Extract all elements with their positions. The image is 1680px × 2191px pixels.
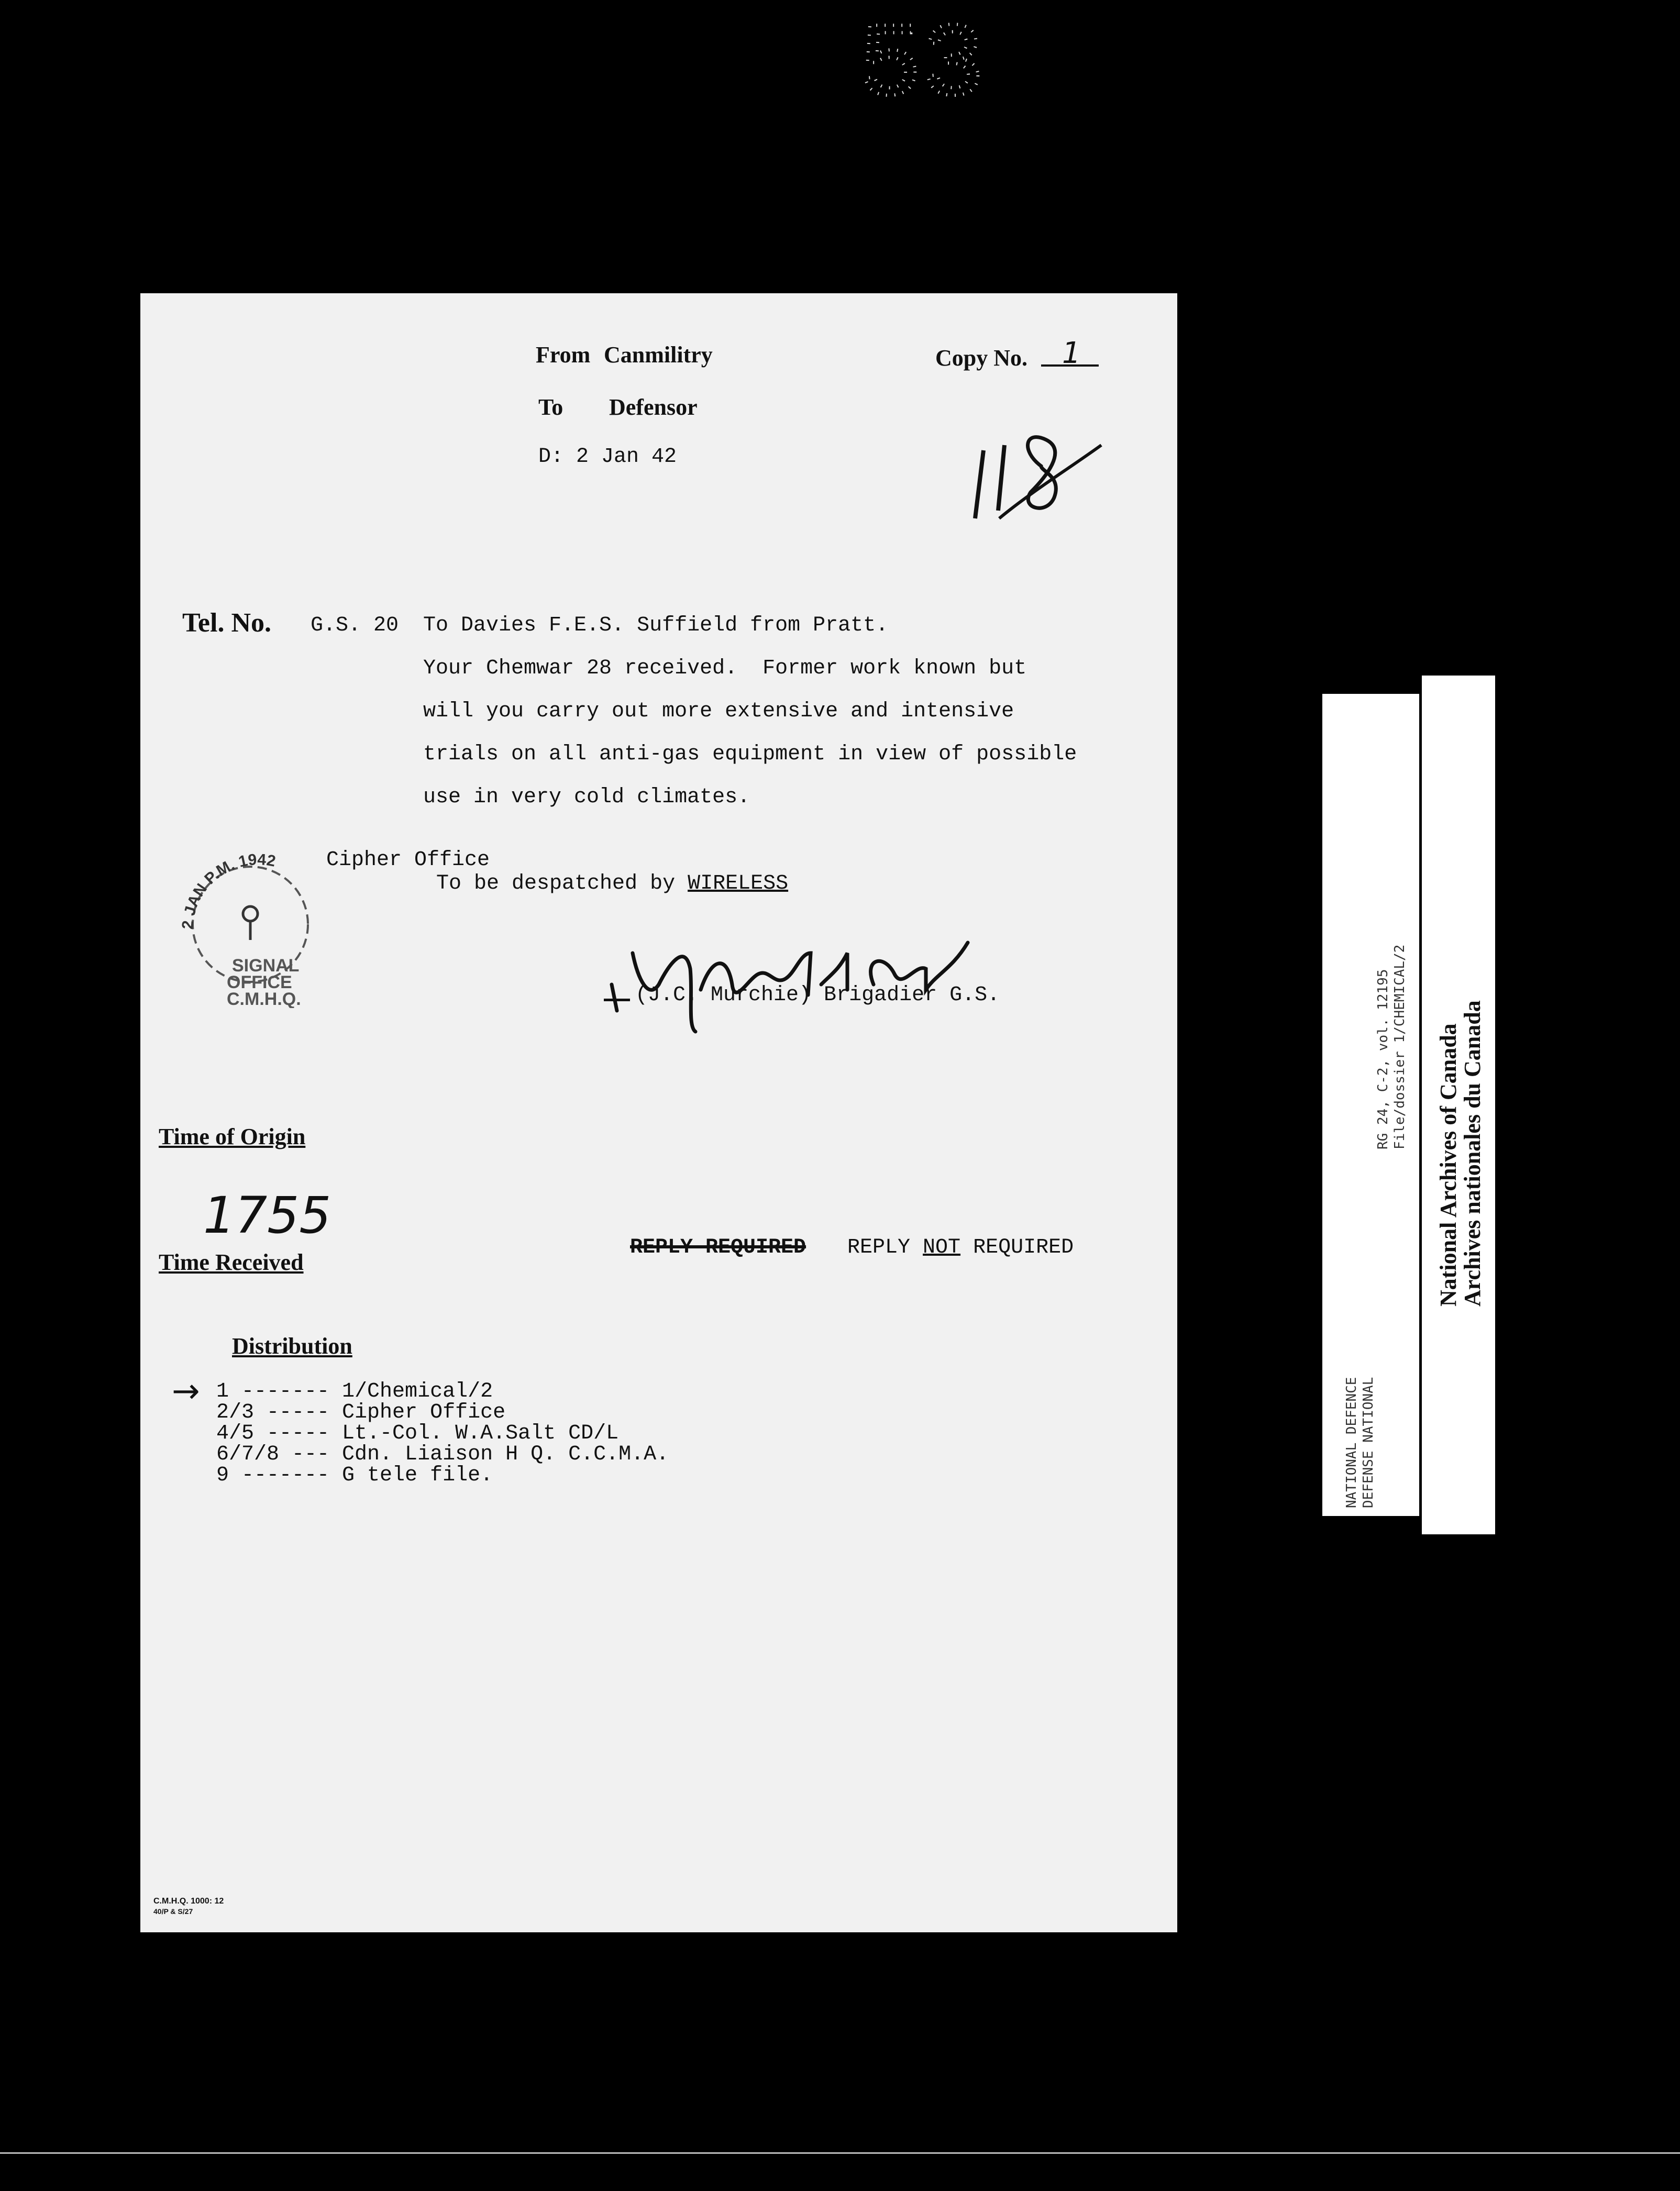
to-label: To	[538, 394, 563, 420]
from-label: From	[536, 342, 591, 368]
form-code-line1: C.M.H.Q. 1000: 12	[153, 1897, 224, 1906]
archives-canada-card	[1422, 676, 1495, 1534]
distribution-item: 4/5 ----- Lt.-Col. W.A.Salt CD/L	[216, 1422, 619, 1445]
despatch-method: WIRELESS	[688, 872, 789, 895]
reply-required-struck: REPLY REQUIRED	[630, 1236, 806, 1259]
copy-label: Copy No.	[935, 345, 1028, 371]
frame-number	[859, 16, 1037, 110]
telegram-line: will you carry out more extensive and intensive	[423, 700, 1014, 723]
archives-name: National Archives of Canada Archives nationales du Canada	[1435, 1000, 1485, 1307]
time-received-label: Time Received	[159, 1249, 304, 1275]
signal-office-stamp	[172, 840, 345, 1008]
svg-text:OFFICE: OFFICE	[227, 972, 292, 992]
despatch-line: To be despatched by WIRELESS	[436, 872, 789, 895]
from-value: Canmilitry	[604, 342, 713, 368]
date: D: 2 Jan 42	[538, 445, 677, 469]
telegram-line: use in very cold climates.	[423, 785, 750, 809]
svg-text:2 JAN P.M. 1942: 2 JAN P.M. 1942	[179, 851, 277, 930]
telegram-line: To Davies F.E.S. Suffield from Pratt.	[423, 614, 889, 637]
form-code-line2: 40/P & S/27	[153, 1907, 193, 1916]
defence-label: NATIONAL DEFENCE DEFENSE NATIONAL	[1344, 1377, 1376, 1508]
svg-text:C.M.H.Q.: C.M.H.Q.	[227, 989, 301, 1008]
reply-not-required: REPLY NOT REQUIRED	[847, 1236, 1074, 1259]
handwritten-signature	[601, 922, 978, 1037]
distribution-title: Distribution	[232, 1333, 352, 1359]
telegram-line: trials on all anti-gas equipment in view of possible	[423, 743, 1077, 766]
time-received-value: 1755	[203, 1186, 331, 1245]
svg-text:SIGNAL: SIGNAL	[232, 956, 300, 976]
signature-rule	[604, 999, 630, 1001]
tel-number: G.S. 20	[311, 614, 399, 637]
typed-signature: (J.C. Murchie) Brigadier G.S.	[635, 983, 1000, 1007]
svg-text:53: 53	[859, 16, 985, 110]
cipher-office-label: Cipher Office	[326, 848, 490, 872]
distribution-item: 1 ------- 1/Chemical/2	[216, 1380, 493, 1403]
time-of-origin-label: Time of Origin	[159, 1124, 306, 1149]
distribution-item: 2/3 ----- Cipher Office	[216, 1401, 506, 1424]
archive-reference-card	[1322, 694, 1419, 1516]
handwritten-number-118	[968, 419, 1104, 524]
to-value: Defensor	[609, 394, 698, 420]
distribution-item: 9 ------- G tele file.	[216, 1464, 493, 1487]
copy-number: 1	[1062, 336, 1081, 370]
distribution-item: 6/7/8 --- Cdn. Liaison H Q. C.C.M.A.	[216, 1443, 669, 1466]
film-edge-line	[0, 2152, 1680, 2154]
archive-reference: RG 24, C-2, vol. 12195 File/dossier 1/CHEMICAL/2	[1375, 944, 1408, 1149]
tel-no-label: Tel. No.	[182, 608, 271, 638]
distribution-arrow: →	[172, 1372, 200, 1411]
telegram-line: Your Chemwar 28 received. Former work known but	[423, 657, 1027, 680]
telegram-document	[140, 293, 1177, 1932]
